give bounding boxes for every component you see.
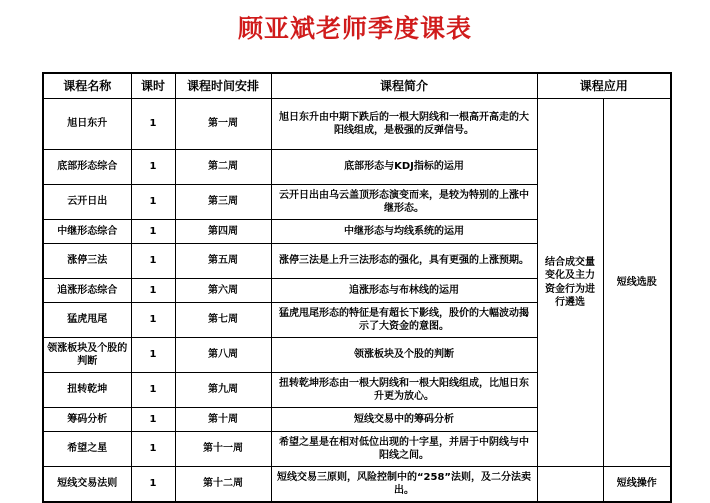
cell-week: 第一周 xyxy=(175,99,271,150)
cell-description: 追涨形态与布林线的运用 xyxy=(271,279,537,303)
cell-description: 涨停三法是上升三法形态的强化，具有更强的上涨预期。 xyxy=(271,244,537,279)
cell-week: 第十二周 xyxy=(175,467,271,503)
header-course-name: 课程名称 xyxy=(43,73,131,99)
cell-hours: 1 xyxy=(131,408,175,432)
cell-application-note: 结合成交量变化及主力资金行为进行遴选 xyxy=(537,99,603,467)
cell-course-name: 筹码分析 xyxy=(43,408,131,432)
cell-hours: 1 xyxy=(131,185,175,220)
cell-week: 第三周 xyxy=(175,185,271,220)
cell-description: 希望之星是在相对低位出现的十字星，并居于中阴线与中阳线之间。 xyxy=(271,432,537,467)
cell-hours: 1 xyxy=(131,432,175,467)
cell-usage-short-selection: 短线选股 xyxy=(603,99,671,467)
course-schedule-table xyxy=(42,72,672,503)
cell-course-name: 中继形态综合 xyxy=(43,220,131,244)
cell-week: 第二周 xyxy=(175,150,271,185)
cell-hours: 1 xyxy=(131,373,175,408)
cell-hours: 1 xyxy=(131,279,175,303)
cell-hours: 1 xyxy=(131,220,175,244)
cell-week: 第四周 xyxy=(175,220,271,244)
cell-week: 第五周 xyxy=(175,244,271,279)
header-hours: 课时 xyxy=(131,73,175,99)
cell-week: 第九周 xyxy=(175,373,271,408)
cell-hours: 1 xyxy=(131,150,175,185)
cell-hours: 1 xyxy=(131,303,175,338)
cell-description: 猛虎甩尾形态的特征是有超长下影线，股价的大幅波动揭示了大资金的意图。 xyxy=(271,303,537,338)
header-description: 课程简介 xyxy=(271,73,537,99)
table-row xyxy=(43,467,671,503)
cell-course-name: 短线交易法则 xyxy=(43,467,131,503)
cell-week: 第六周 xyxy=(175,279,271,303)
table-row xyxy=(43,99,671,150)
page-title: 顾亚斌老师季度课表 xyxy=(237,14,472,43)
cell-description: 中继形态与均线系统的运用 xyxy=(271,220,537,244)
cell-description: 领涨板块及个股的判断 xyxy=(271,338,537,373)
cell-description: 扭转乾坤形态由一根大阴线和一根大阳线组成，比旭日东升更为放心。 xyxy=(271,373,537,408)
cell-week: 第十周 xyxy=(175,408,271,432)
cell-course-name: 希望之星 xyxy=(43,432,131,467)
cell-week: 第七周 xyxy=(175,303,271,338)
cell-hours: 1 xyxy=(131,244,175,279)
schedule-table-container xyxy=(42,72,670,503)
cell-hours: 1 xyxy=(131,99,175,150)
cell-description: 云开日出由乌云盖顶形态演变而来，是较为特别的上涨中继形态。 xyxy=(271,185,537,220)
cell-week: 第八周 xyxy=(175,338,271,373)
header-application: 课程应用 xyxy=(537,73,671,99)
cell-description: 旭日东升由中期下跌后的一根大阴线和一根高开高走的大阳线组成，是极强的反弹信号。 xyxy=(271,99,537,150)
cell-course-name: 追涨形态综合 xyxy=(43,279,131,303)
cell-course-name: 云开日出 xyxy=(43,185,131,220)
cell-description: 底部形态与KDJ指标的运用 xyxy=(271,150,537,185)
table-header-row xyxy=(43,73,671,99)
cell-course-name: 领涨板块及个股的判断 xyxy=(43,338,131,373)
cell-hours: 1 xyxy=(131,338,175,373)
cell-hours: 1 xyxy=(131,467,175,503)
cell-description: 短线交易中的筹码分析 xyxy=(271,408,537,432)
cell-week: 第十一周 xyxy=(175,432,271,467)
header-schedule: 课程时间安排 xyxy=(175,73,271,99)
cell-usage-short-trading: 短线操作 xyxy=(603,467,671,503)
cell-course-name: 涨停三法 xyxy=(43,244,131,279)
cell-description: 短线交易三原则，风险控制中的“258”法则，及二分法卖出。 xyxy=(271,467,537,503)
cell-application-empty xyxy=(537,467,603,503)
cell-course-name: 旭日东升 xyxy=(43,99,131,150)
cell-course-name: 猛虎甩尾 xyxy=(43,303,131,338)
cell-course-name: 扭转乾坤 xyxy=(43,373,131,408)
cell-course-name: 底部形态综合 xyxy=(43,150,131,185)
